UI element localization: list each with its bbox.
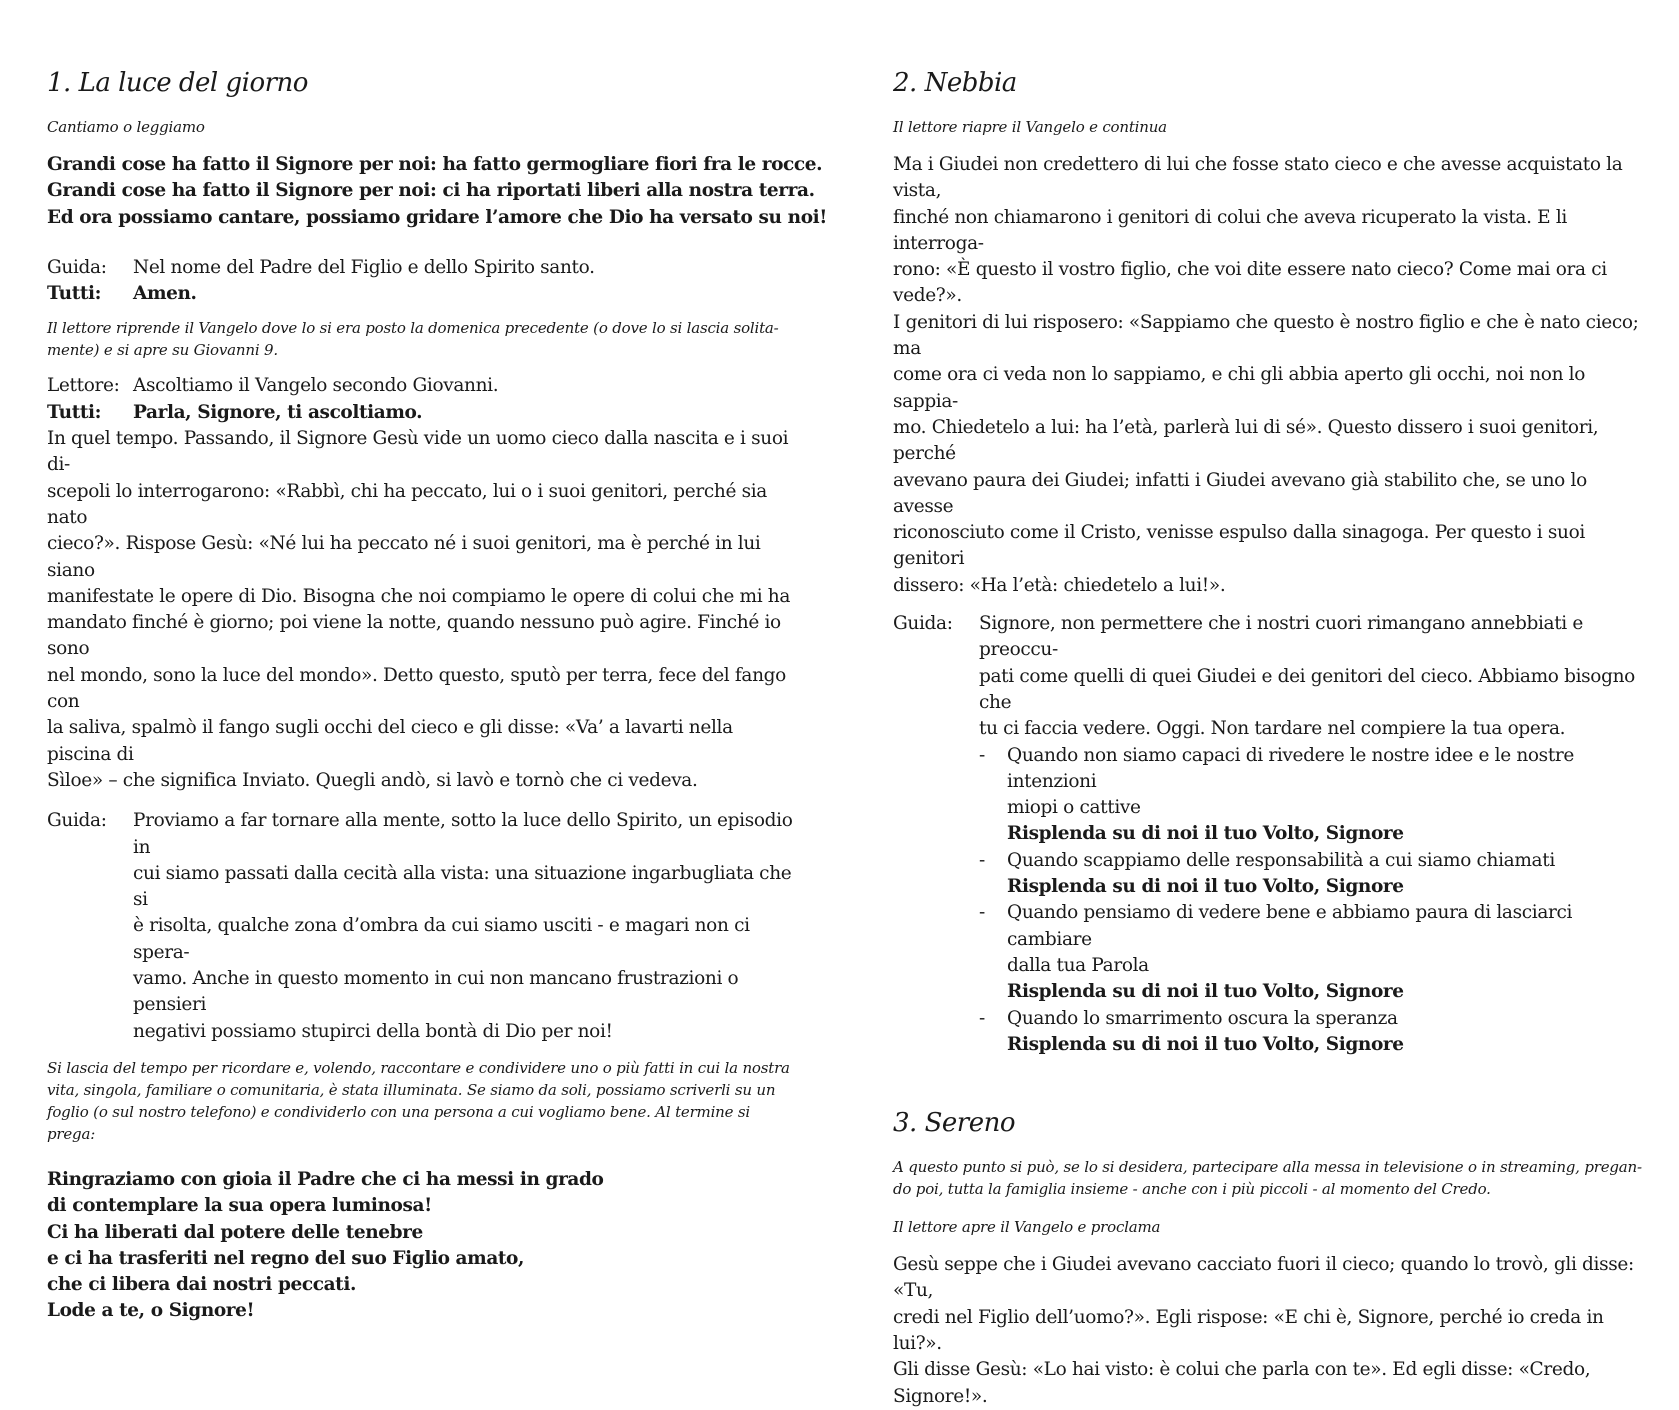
text-line: la saliva, spalmò il fango sugli occhi del cieco e gli disse: «Va’ a lavarti nella piscina di xyxy=(47,717,733,765)
speaker-label: Guida: xyxy=(47,810,107,832)
song-line: Grandi cose ha fatto il Signore per noi: ci ha riportati liberi alla nostra terra. xyxy=(47,180,815,202)
text-line: Gesù seppe che i Giudei avevano cacciato fuori il cieco; quando lo trovò, gli disse: «Tu, xyxy=(893,1254,1634,1302)
text-line: è risolta, qualche zona d’ombra da cui siamo usciti - e magari non ci spera- xyxy=(133,915,750,963)
guide-prayer xyxy=(893,611,1645,1058)
text-line: cui siamo passati dalla cecità alla vista: una situazione ingarbugliata che si xyxy=(133,862,792,911)
rubric-line: vita, singola, familiare o comunitaria, è stata illuminata. Se siamo da soli, possiamo scriverli su un xyxy=(47,1080,776,1099)
rubric-proclaim: Il lettore apre il Vangelo e proclama xyxy=(893,1218,1161,1237)
text-line: come ora ci veda non lo sappiamo, e chi gli abbia aperto gli occhi, noi non lo sappia- xyxy=(893,364,1586,412)
text-line: mo. Chiedetelo a lui: ha l’età, parlerà lui di sé». Questo dissero i suoi genitori, perché xyxy=(893,416,1599,465)
dialogue-text: Amen. xyxy=(133,283,197,305)
invocation-list xyxy=(979,743,1645,1059)
speaker-label: Guida: xyxy=(47,256,107,278)
invocation-text xyxy=(1007,848,1645,901)
prayer-line: Ci ha liberati dal potere delle tenebre xyxy=(47,1221,423,1243)
section-1-title: 1. La luce del giorno xyxy=(47,68,308,98)
rubric-sing: Cantiamo o leggiamo xyxy=(47,118,205,136)
song-text xyxy=(47,152,827,231)
song-line: Grandi cose ha fatto il Signore per noi: ha fatto germogliare fiori fra le rocce. xyxy=(47,154,823,175)
dash-marker: - xyxy=(979,849,985,871)
invocation-item xyxy=(979,743,1645,848)
speaker-label: Guida: xyxy=(893,613,953,635)
text-line: cieco?». Rispose Gesù: «Né lui ha peccato né i suoi genitori, ma è perché in lui siano xyxy=(47,533,761,581)
text-line: negativi possiamo stupirci della bontà di Dio per noi! xyxy=(133,1020,613,1042)
song-line: Ed ora possiamo cantare, possiamo gridare l’amore che Dio ha versato su noi! xyxy=(47,206,827,228)
dialogue-line xyxy=(47,255,799,281)
text-line: riconosciuto come il Cristo, venisse espulso dalla sinagoga. Per questo i suoi genitori xyxy=(893,522,1585,570)
response-text: Risplenda su di noi il tuo Volto, Signore xyxy=(1007,823,1404,845)
text-line: mandato finché è giorno; poi viene la notte, quando nessuno può agire. Finché io sono xyxy=(47,612,781,660)
text-line: miopi o cattive xyxy=(1007,797,1141,819)
text-line: manifestate le opere di Dio. Bisogna che noi compiamo le opere di colui che mi ha xyxy=(47,585,791,607)
dialogue-line xyxy=(47,281,799,307)
rubric-reading xyxy=(47,317,799,361)
text-line: I genitori di lui risposero: «Sappiamo che questo è nostro figlio e che è nato cieco; ma xyxy=(893,311,1639,360)
text-line: In quel tempo. Passando, il Signore Gesù vide un uomo cieco dalla nascita e i suoi di- xyxy=(47,428,789,476)
prayer-line: che ci libera dai nostri peccati. xyxy=(47,1274,356,1296)
gospel-passage-2 xyxy=(893,152,1645,599)
text-line: dalla tua Parola xyxy=(1007,954,1149,976)
rubric-line: A questo punto si può, se lo si desidera, partecipare alla messa in televisione o in streaming, pregan- xyxy=(893,1158,1642,1177)
text-line: scepoli lo interrogarono: «Rabbì, chi ha peccato, lui o i suoi genitori, perché sia nato xyxy=(47,480,767,528)
section-3-title: 3. Sereno xyxy=(893,1108,1015,1139)
invocation-item xyxy=(979,1006,1645,1059)
dash-marker: - xyxy=(979,1007,985,1029)
text-line: finché non chiamarono i genitori di colui che aveva ricuperato la vista. E li interroga- xyxy=(893,206,1567,254)
dialogue-line xyxy=(47,373,799,399)
prayer-line: e ci ha trasferiti nel regno del suo Figlio amato, xyxy=(47,1247,525,1269)
invocation-text xyxy=(1007,900,1645,1005)
section-2-title: 2. Nebbia xyxy=(893,68,1017,98)
gospel-passage-3 xyxy=(893,1252,1645,1410)
text-line: Quando scappiamo delle responsabilità a cui siamo chiamati xyxy=(1007,849,1555,871)
text-line: Signore, non permettere che i nostri cuori rimangano annebbiati e preoccu- xyxy=(979,613,1584,661)
text-line: Quando lo smarrimento oscura la speranza xyxy=(1007,1007,1398,1029)
text-line: Ma i Giudei non credettero di lui che fosse stato cieco e che avesse acquistato la vista, xyxy=(893,154,1623,202)
prayer-line: Ringraziamo con gioia il Padre che ci ha messi in grado xyxy=(47,1168,604,1190)
dialogue-text: Parla, Signore, ti ascoltiamo. xyxy=(133,401,423,423)
text-line: Sìloe» – che significa Inviato. Quegli andò, si lavò e tornò che ci vedeva. xyxy=(47,769,698,791)
invocation-item xyxy=(979,900,1645,1005)
dialogue-text: Ascoltiamo il Vangelo secondo Giovanni. xyxy=(133,375,499,397)
response-text: Risplenda su di noi il tuo Volto, Signore xyxy=(1007,981,1404,1003)
guide-text xyxy=(979,611,1645,1058)
speaker-label: Lettore: xyxy=(47,375,120,397)
text-line: rono: «È questo il vostro figlio, che voi dite essere nato cieco? Come mai ora ci vede?». xyxy=(893,259,1607,307)
dash-marker: - xyxy=(979,744,985,766)
response-text: Risplenda su di noi il tuo Volto, Signore xyxy=(1007,1033,1404,1055)
rubric-line: mente) e si apre su Giovanni 9. xyxy=(47,341,278,360)
text-line: vamo. Anche in questo momento in cui non mancano frustrazioni o pensieri xyxy=(133,968,739,1016)
text-line: Proviamo a far tornare alla mente, sotto la luce dello Spirito, un episodio in xyxy=(133,810,793,858)
reading-dialogue xyxy=(47,373,799,426)
invocation-text xyxy=(1007,1006,1645,1059)
invocation-text xyxy=(1007,743,1645,848)
text-line: nel mondo, sono la luce del mondo». Detto questo, sputò per terra, fece del fango con xyxy=(47,664,786,713)
text-line: Gli disse Gesù: «Lo hai visto: è colui che parla con te». Ed egli disse: «Credo, Signore!». xyxy=(893,1359,1591,1407)
left-page xyxy=(47,66,827,1325)
rubric-sharing xyxy=(47,1057,799,1145)
rubric-mass xyxy=(893,1156,1645,1200)
rubric-line: foglio (o sul nostro telefono) e condividerlo con una persona a cui vogliamo bene. Al termine si prega: xyxy=(47,1102,750,1143)
guide-text xyxy=(133,808,799,1045)
text-line: credi nel Figlio dell’uomo?». Egli rispose: «E chi è, Signore, perché io creda in lui?». xyxy=(893,1306,1604,1354)
text-line: avevano paura dei Giudei; infatti i Giudei avevano già stabilito che, se uno lo avesse xyxy=(893,469,1587,517)
text-line: pati come quelli di quei Giudei e dei genitori del cieco. Abbiamo bisogno che xyxy=(979,665,1635,713)
prayer-line: Lode a te, o Signore! xyxy=(47,1300,255,1322)
text-line: dissero: «Ha l’età: chiedetelo a lui!». xyxy=(893,574,1226,596)
dialogue-text: Nel nome del Padre del Figlio e dello Spirito santo. xyxy=(133,256,595,278)
dash-marker: - xyxy=(979,902,985,924)
rubric-line: Il lettore riprende il Vangelo dove lo si era posto la domenica precedente (o dove lo si lascia solita- xyxy=(47,319,779,338)
rubric-line: Si lascia del tempo per ricordare e, volendo, raccontare e condividere uno o più fatti in cui la nostra xyxy=(47,1058,790,1077)
speaker-label: Tutti: xyxy=(47,283,102,305)
prayer-line: di contemplare la sua opera luminosa! xyxy=(47,1195,432,1217)
rubric-continue: Il lettore riapre il Vangelo e continua xyxy=(893,118,1167,136)
dialogue-line xyxy=(47,400,799,426)
invocation-item xyxy=(979,848,1645,901)
gospel-passage-1 xyxy=(47,426,799,794)
response-text: Risplenda su di noi il tuo Volto, Signore xyxy=(1007,876,1404,898)
rubric-line: do poi, tutta la famiglia insieme - anche con i più piccoli - al momento del Credo. xyxy=(893,1180,1491,1199)
right-page xyxy=(893,66,1645,1410)
opening-dialogue xyxy=(47,255,799,308)
speaker-label: Tutti: xyxy=(47,401,102,423)
text-line: Quando non siamo capaci di rivedere le nostre idee e le nostre intenzioni xyxy=(1007,744,1575,792)
guide-reflection xyxy=(47,808,799,1045)
text-line: tu ci faccia vedere. Oggi. Non tardare nel compiere la tua opera. xyxy=(979,718,1566,740)
text-line: Quando pensiamo di vedere bene e abbiamo paura di lasciarci cambiare xyxy=(1007,902,1573,950)
